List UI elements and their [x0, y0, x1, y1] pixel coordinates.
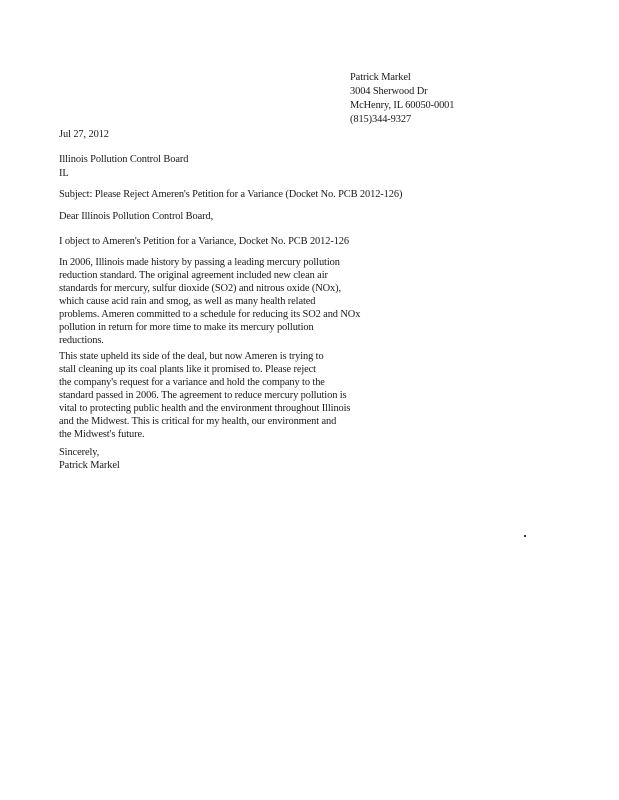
- paragraph2-line: the company's request for a variance and hold the company to the: [59, 377, 325, 388]
- salutation: Dear Illinois Pollution Control Board,: [59, 211, 214, 222]
- paragraph2-line: standard passed in 2006. The agreement to reduce mercury pollution is: [59, 390, 347, 401]
- paragraph2-line: vital to protecting public health and the environment throughout Illinois: [59, 403, 351, 414]
- paragraph1-line: In 2006, Illinois made history by passing a leading mercury pollution: [59, 257, 340, 268]
- paragraph1-line: reduction standard. The original agreement included new clean air: [59, 270, 328, 281]
- paragraph1-line: standards for mercury, sulfur dioxide (SO2) and nitrous oxide (NOx),: [59, 283, 341, 294]
- scan-speck: [524, 535, 526, 537]
- sender-phone: (815)344-9327: [350, 114, 412, 125]
- intro-line: I object to Ameren's Petition for a Variance, Docket No. PCB 2012-126: [59, 236, 349, 247]
- paragraph2-line: stall cleaning up its coal plants like it promised to. Please reject: [59, 364, 316, 375]
- letter-date: Jul 27, 2012: [59, 129, 109, 140]
- sender-city: McHenry, IL 60050-0001: [350, 100, 455, 111]
- sender-name: Patrick Markel: [350, 72, 411, 83]
- paragraph2-line: the Midwest's future.: [59, 429, 145, 440]
- paragraph1-line: pollution in return for more time to make its mercury pollution: [59, 322, 314, 333]
- sender-street: 3004 Sherwood Dr: [350, 86, 428, 97]
- recipient-name: Illinois Pollution Control Board: [59, 154, 189, 165]
- recipient-state: IL: [59, 168, 69, 179]
- closing: Sincerely,: [59, 447, 100, 458]
- paragraph2-line: and the Midwest. This is critical for my health, our environment and: [59, 416, 337, 427]
- paragraph1-line: reductions.: [59, 335, 104, 346]
- paragraph2-line: This state upheld its side of the deal, but now Ameren is trying to: [59, 351, 324, 362]
- paragraph1-line: problems. Ameren committed to a schedule for reducing its SO2 and NOx: [59, 309, 361, 320]
- subject-line: Subject: Please Reject Ameren's Petition for a Variance (Docket No. PCB 2012-126): [59, 189, 403, 200]
- paragraph1-line: which cause acid rain and smog, as well as many health related: [59, 296, 316, 307]
- signature-name: Patrick Markel: [59, 460, 120, 471]
